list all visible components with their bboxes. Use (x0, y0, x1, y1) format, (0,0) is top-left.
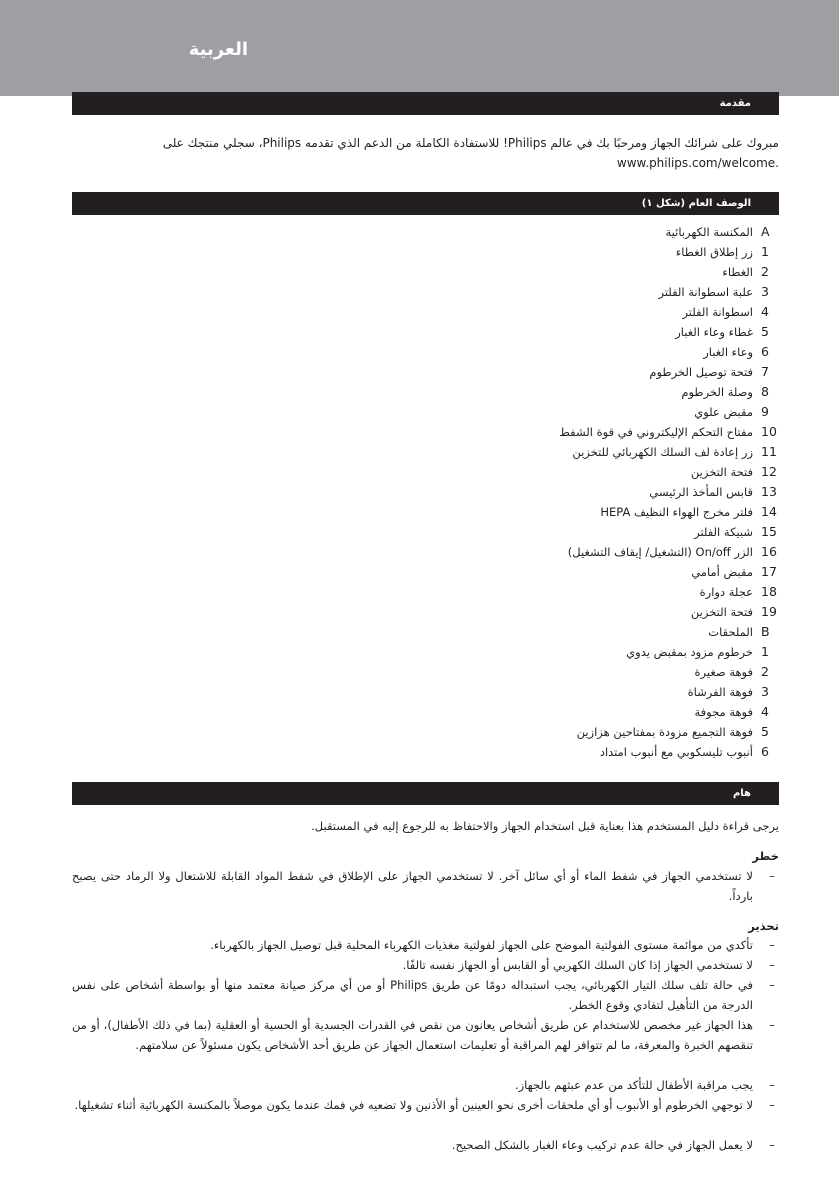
parts-list-item (459, 742, 779, 762)
parts-list (459, 222, 779, 762)
warning-item-text: لا يعمل الجهاز في حالة عدم تركيب وعاء الغبار بالشكل الصحيح. (451, 1138, 753, 1152)
parts-list-item (459, 362, 779, 382)
parts-list-item (459, 442, 779, 462)
part-label: فتحة التخزين (690, 465, 753, 479)
danger-item (72, 866, 779, 906)
part-label: فتحة التخزين (690, 605, 753, 619)
parts-list-item (459, 342, 779, 362)
part-code: 8 (761, 384, 769, 399)
part-code: 5 (761, 724, 769, 739)
part-label: مقبض أمامي (691, 565, 753, 579)
warning-item (72, 1135, 779, 1155)
parts-list-item (459, 382, 779, 402)
section-title-general-description: الوصف العام (شكل ١) (72, 192, 779, 215)
part-code: 9 (761, 404, 769, 419)
part-label: مفتاح التحكم الإليكتروني في قوة الشفط (559, 425, 753, 439)
part-code: 1 (761, 644, 769, 659)
part-label: عجلة دوارة (699, 585, 753, 599)
parts-list-item (459, 562, 779, 582)
parts-list-item (459, 582, 779, 602)
parts-list-item (459, 642, 779, 662)
parts-list-item (459, 282, 779, 302)
part-code: 11 (761, 444, 777, 459)
part-label: زر إعادة لف السلك الكهربائي للتخزين (572, 445, 753, 459)
section-title-intro: مقدمة (72, 92, 779, 115)
warning-item (72, 1095, 779, 1115)
language-title: العربية (188, 39, 248, 60)
bullet-dash: – (769, 958, 775, 972)
parts-list-item (459, 502, 779, 522)
part-label: الغطاء (722, 265, 753, 279)
part-label: فوهة صغيرة (694, 665, 753, 679)
parts-list-item (459, 422, 779, 442)
part-code: 15 (761, 524, 777, 539)
bullet-dash: – (769, 1098, 775, 1112)
parts-list-item (459, 722, 779, 742)
warning-heading: تحذير (748, 919, 779, 933)
warning-item-text: في حالة تلف سلك التيار الكهربائي، يجب استبداله دومًا عن طريق Philips أو من أي مركز صيانة معتمد منها أو بواسطة أشخاص على نفس الدرجة من التأهيل لتفادي وقوع الخطر. (72, 978, 753, 1012)
part-code: 7 (761, 364, 769, 379)
part-code: B (761, 624, 770, 639)
parts-list-item (459, 602, 779, 622)
bullet-dash: – (769, 1018, 775, 1032)
warning-item-text: لا توجهي الخرطوم أو الأنبوب أو أي ملحقات أخرى نحو العينين أو الأذنين ولا تضعيه في فمك عندما يكون موصلاً بالمكنسة الكهربائية أثناء تشغيلها. (74, 1098, 753, 1112)
parts-list-item (459, 462, 779, 482)
part-code: 14 (761, 504, 777, 519)
bullet-dash: – (769, 869, 775, 883)
parts-list-item (459, 702, 779, 722)
part-code: A (761, 224, 770, 239)
part-code: 17 (761, 564, 777, 579)
part-code: 18 (761, 584, 777, 599)
warning-item (72, 935, 779, 955)
part-code: 4 (761, 304, 769, 319)
part-code: 13 (761, 484, 777, 499)
bullet-dash: – (769, 938, 775, 952)
part-label: وعاء الغبار (703, 345, 753, 359)
parts-list-item (459, 302, 779, 322)
part-label: علبة اسطوانة الفلتر (658, 285, 753, 299)
part-code: 6 (761, 344, 769, 359)
warning-item (72, 1075, 779, 1095)
part-label: قابس المأخذ الرئيسي (649, 485, 753, 499)
danger-item-text: لا تستخدمي الجهاز في شفط الماء أو أي سائل آخر. لا تستخدمي الجهاز على الإطلاق في شفط المواد القابلة للاشتعال ولا الرماد حتى يصبح بارداً. (72, 869, 753, 903)
part-code: 3 (761, 684, 769, 699)
warning-item (72, 975, 779, 1015)
parts-list-item (459, 662, 779, 682)
part-label: زر إطلاق الغطاء (675, 245, 753, 259)
intro-paragraph (72, 133, 779, 173)
part-code: 1 (761, 244, 769, 259)
bullet-dash: – (769, 978, 775, 992)
intro-url: www.philips.com/welcome. (616, 156, 779, 170)
part-label: أنبوب تليسكوبي مع أنبوب امتداد (599, 745, 753, 759)
part-code: 16 (761, 544, 777, 559)
part-label: فتحة توصيل الخرطوم (649, 365, 753, 379)
parts-list-item (459, 542, 779, 562)
part-label: الملحقات (708, 625, 753, 639)
parts-list-item (459, 522, 779, 542)
part-label: وصلة الخرطوم (681, 385, 753, 399)
part-label: فوهة الفرشاة (687, 685, 753, 699)
parts-list-item (459, 262, 779, 282)
part-label: اسطوانة الفلتر (682, 305, 753, 319)
parts-list-item (459, 242, 779, 262)
warning-item (72, 955, 779, 975)
important-intro: يرجى قراءة دليل المستخدم هذا بعناية قبل استخدام الجهاز والاحتفاظ به للرجوع إليه في المستقبل. (311, 819, 779, 833)
part-code: 12 (761, 464, 777, 479)
part-label: شبيكة الفلتر (694, 525, 753, 539)
part-code: 19 (761, 604, 777, 619)
intro-text: مبروك على شرائك الجهاز ومرحبًا بك في عالم Philips! للاستفادة الكاملة من الدعم الذي تقدمه Philips، سجلي منتجك على (162, 136, 779, 150)
warning-item-text: تأكدي من موائمة مستوى الفولتية الموضح على الجهاز لفولتية مغذيات الكهرباء المحلية قبل توصيل الجهاز بالكهرباء. (210, 938, 753, 952)
warning-item-text: لا تستخدمي الجهاز إذا كان السلك الكهربي أو القابس أو الجهاز نفسه تالفًا. (402, 958, 753, 972)
part-code: 5 (761, 324, 769, 339)
warning-item (72, 1015, 779, 1055)
part-code: 6 (761, 744, 769, 759)
parts-list-item (459, 402, 779, 422)
bullet-dash: – (769, 1078, 775, 1092)
part-label: فلتر مخرج الهواء النظيف HEPA (600, 505, 753, 519)
part-label: فوهة مجوفة (694, 705, 753, 719)
part-label: خرطوم مزود بمقبض يدوي (626, 645, 753, 659)
warning-item-text: هذا الجهاز غير مخصص للاستخدام عن طريق أشخاص يعانون من نقص في القدرات الجسدية أو الحسية أو العقلية (بما في ذلك الأطفال)، أو من تنقصهم الخبرة والمعرفة، ما لم تتوافر لهم المراقبة أو تعليمات استعمال الجهاز عن طريق أحد الأشخاص يكون مسئولاً عن سلامتهم. (72, 1018, 753, 1052)
section-title-important: هام (72, 782, 779, 805)
part-code: 2 (761, 664, 769, 679)
part-code: 4 (761, 704, 769, 719)
part-label: فوهة التجميع مزودة بمفتاحين هزازين (576, 725, 753, 739)
part-code: 3 (761, 284, 769, 299)
part-label: غطاء وعاء الغبار (675, 325, 753, 339)
part-code: 10 (761, 424, 777, 439)
part-label: مقبض علوي (694, 405, 753, 419)
warning-item-text: يجب مراقبة الأطفال للتأكد من عدم عبثهم بالجهاز. (514, 1078, 753, 1092)
parts-list-item (459, 482, 779, 502)
parts-list-item (459, 322, 779, 342)
part-label: الزر On/off (التشغيل/ إيقاف التشغيل) (567, 545, 753, 559)
parts-list-item (459, 682, 779, 702)
parts-list-item (459, 222, 779, 242)
part-code: 2 (761, 264, 769, 279)
danger-heading: خطر (752, 849, 779, 863)
part-label: المكنسة الكهربائية (665, 225, 753, 239)
bullet-dash: – (769, 1138, 775, 1152)
parts-list-item (459, 622, 779, 642)
